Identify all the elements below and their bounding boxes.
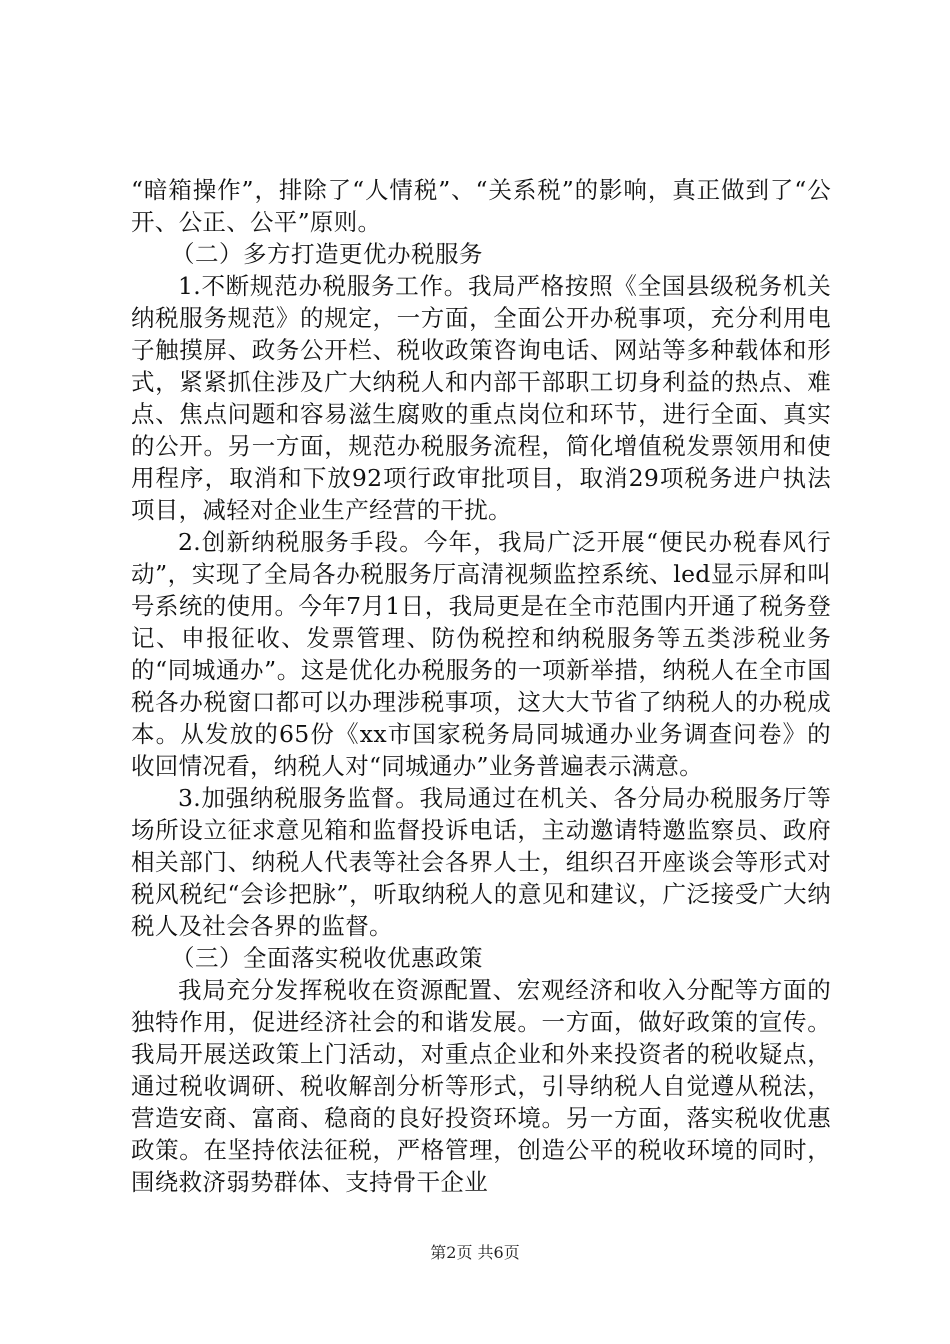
paragraph-item-3: 3.加强纳税服务监督。我局通过在机关、各分局办税服务厅等场所设立征求意见箱和监督投诉电话，主动邀请特邀监察员、政府相关部门、纳税人代表等社会各界人士，组织召开座谈会等形式对税风税纪“会诊把脉”，听取纳税人的意见和建议，广泛接受广大纳税人及社会各界的监督。 (131, 784, 831, 940)
paragraph-tax-policy: 我局充分发挥税收在资源配置、宏观经济和收入分配等方面的独特作用，促进经济社会的和谐发展。一方面，做好政策的宣传。我局开展送政策上门活动，对重点企业和外来投资者的税收疑点，通过税收调研、税收解剖分析等形式，引导纳税人自觉遵从税法，营造安商、富商、稳商的良好投资环境。另一方面，落实税收优惠政策。在坚持依法征税，严格管理，创造公平的税收环境的同时，围绕救济弱势群体、支持骨干企业 (131, 976, 831, 1196)
page-number-footer: 第2页 共6页 (430, 1243, 520, 1262)
section-heading-2: （二）多方打造更优办税服务 (171, 240, 483, 268)
section-heading-3: （三）全面落实税收优惠政策 (171, 944, 483, 972)
paragraph-item-2: 2.创新纳税服务手段。今年，我局广泛开展“便民办税春风行动”，实现了全局各办税服务厅高清视频监控系统、led显示屏和叫号系统的使用。今年7月1日，我局更是在全市范围内开通了税务登记、申报征收、发票管理、防伪税控和纳税服务等五类涉税业务的“同城通办”。这是优化办税服务的一项新举措，纳税人在全市国税各办税窗口都可以办理涉税事项，这大大节省了纳税人的办税成本。从发放的65份《xx市国家税务局同城通办业务调查问卷》的收回情况看，纳税人对“同城通办”业务普遍表示满意。 (131, 528, 831, 780)
document-body (131, 174, 831, 1198)
paragraph-continuation: “暗箱操作”，排除了“人情税”、“关系税”的影响，真正做到了“公开、公正、公平”原则。 (131, 176, 831, 236)
paragraph-item-1: 1.不断规范办税服务工作。我局严格按照《全国县级税务机关纳税服务规范》的规定，一方面，全面公开办税事项，充分利用电子触摸屏、政务公开栏、税收政策咨询电话、网站等多种载体和形式，紧紧抓住涉及广大纳税人和内部干部职工切身利益的热点、难点、焦点问题和容易滋生腐败的重点岗位和环节，进行全面、真实的公开。另一方面，规范办税服务流程，简化增值税发票领用和使用程序，取消和下放92项行政审批项目，取消29项税务进户执法项目，减轻对企业生产经营的干扰。 (131, 272, 831, 524)
